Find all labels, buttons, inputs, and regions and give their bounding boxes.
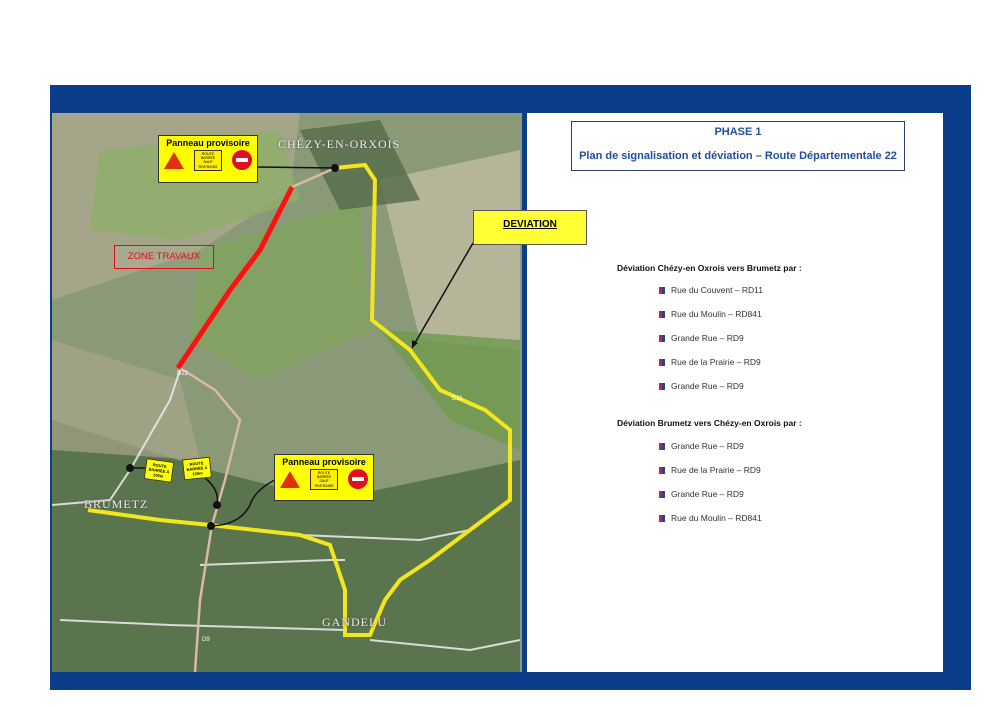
list-item	[659, 513, 762, 523]
bullet-icon	[659, 311, 665, 318]
item-text: Rue du Moulin – RD841	[671, 513, 762, 523]
advance-warning-sign-west: ROUTE BARRÉE À 100m	[144, 458, 175, 483]
item-text: Grande Rue – RD9	[671, 381, 744, 391]
phase-title: PHASE 1	[714, 126, 762, 138]
panneau-title: Panneau provisoire	[166, 138, 250, 148]
bullet-icon	[659, 467, 665, 474]
list-item	[659, 441, 744, 451]
advance-warning-sign-east: ROUTE BARRÉE À 100m	[182, 457, 212, 481]
road-closed-sign: ROUTE BARRÉE SAUF RIVERAINS	[310, 469, 338, 490]
item-text: Rue de la Prairie – RD9	[671, 357, 761, 367]
bullet-icon	[659, 287, 665, 294]
item-text: Grande Rue – RD9	[671, 489, 744, 499]
bullet-icon	[659, 335, 665, 342]
temporary-sign-panel-south	[274, 454, 374, 501]
plan-title: Plan de signalisation et déviation – Route Départementale 22	[579, 150, 897, 162]
legend-panel	[527, 113, 943, 672]
town-label-brumetz: BRUMETZ	[84, 497, 149, 511]
town-label-gandelu: GANDELU	[322, 615, 387, 629]
temporary-sign-panel-north	[158, 135, 258, 183]
list-item	[659, 465, 761, 475]
item-text: Grande Rue – RD9	[671, 441, 744, 451]
item-text: Grande Rue – RD9	[671, 333, 744, 343]
title-box	[571, 121, 905, 171]
road-label-d11: D11	[452, 396, 463, 402]
item-text: Rue du Moulin – RD841	[671, 309, 762, 319]
section-heading-2: Déviation Brumetz vers Chézy-en Oxrois par :	[617, 418, 802, 428]
list-item	[659, 333, 744, 343]
road-label-d22: D22	[177, 371, 189, 377]
works-zone-label: ZONE TRAVAUX	[114, 245, 214, 269]
list-item	[659, 357, 761, 367]
list-item	[659, 381, 744, 391]
bullet-icon	[659, 359, 665, 366]
aerial-map[interactable]	[52, 113, 522, 672]
no-entry-sign-icon	[232, 150, 252, 170]
deviation-label	[473, 210, 587, 245]
item-text: Rue du Couvent – RD11	[671, 285, 763, 295]
list-item	[659, 309, 762, 319]
bullet-icon	[659, 491, 665, 498]
road-closed-sign: ROUTE BARRÉE SAUF RIVERAINS	[194, 150, 222, 171]
bullet-icon	[659, 443, 665, 450]
road-label-d9: D9	[202, 637, 210, 643]
no-entry-sign-icon	[348, 469, 368, 489]
list-item	[659, 489, 744, 499]
roadworks-sign-icon	[280, 471, 300, 488]
section-heading-1: Déviation Chézy-en Oxrois vers Brumetz par :	[617, 263, 802, 273]
list-item	[659, 285, 763, 295]
deviation-text: DEVIATION	[503, 219, 557, 230]
roadworks-sign-icon	[164, 152, 184, 169]
town-label-chezy: CHÉZY-EN-ORXOIS	[278, 137, 401, 151]
item-text: Rue de la Prairie – RD9	[671, 465, 761, 475]
bullet-icon	[659, 383, 665, 390]
map-svg	[52, 113, 522, 672]
panneau-title: Panneau provisoire	[282, 457, 366, 467]
bullet-icon	[659, 515, 665, 522]
